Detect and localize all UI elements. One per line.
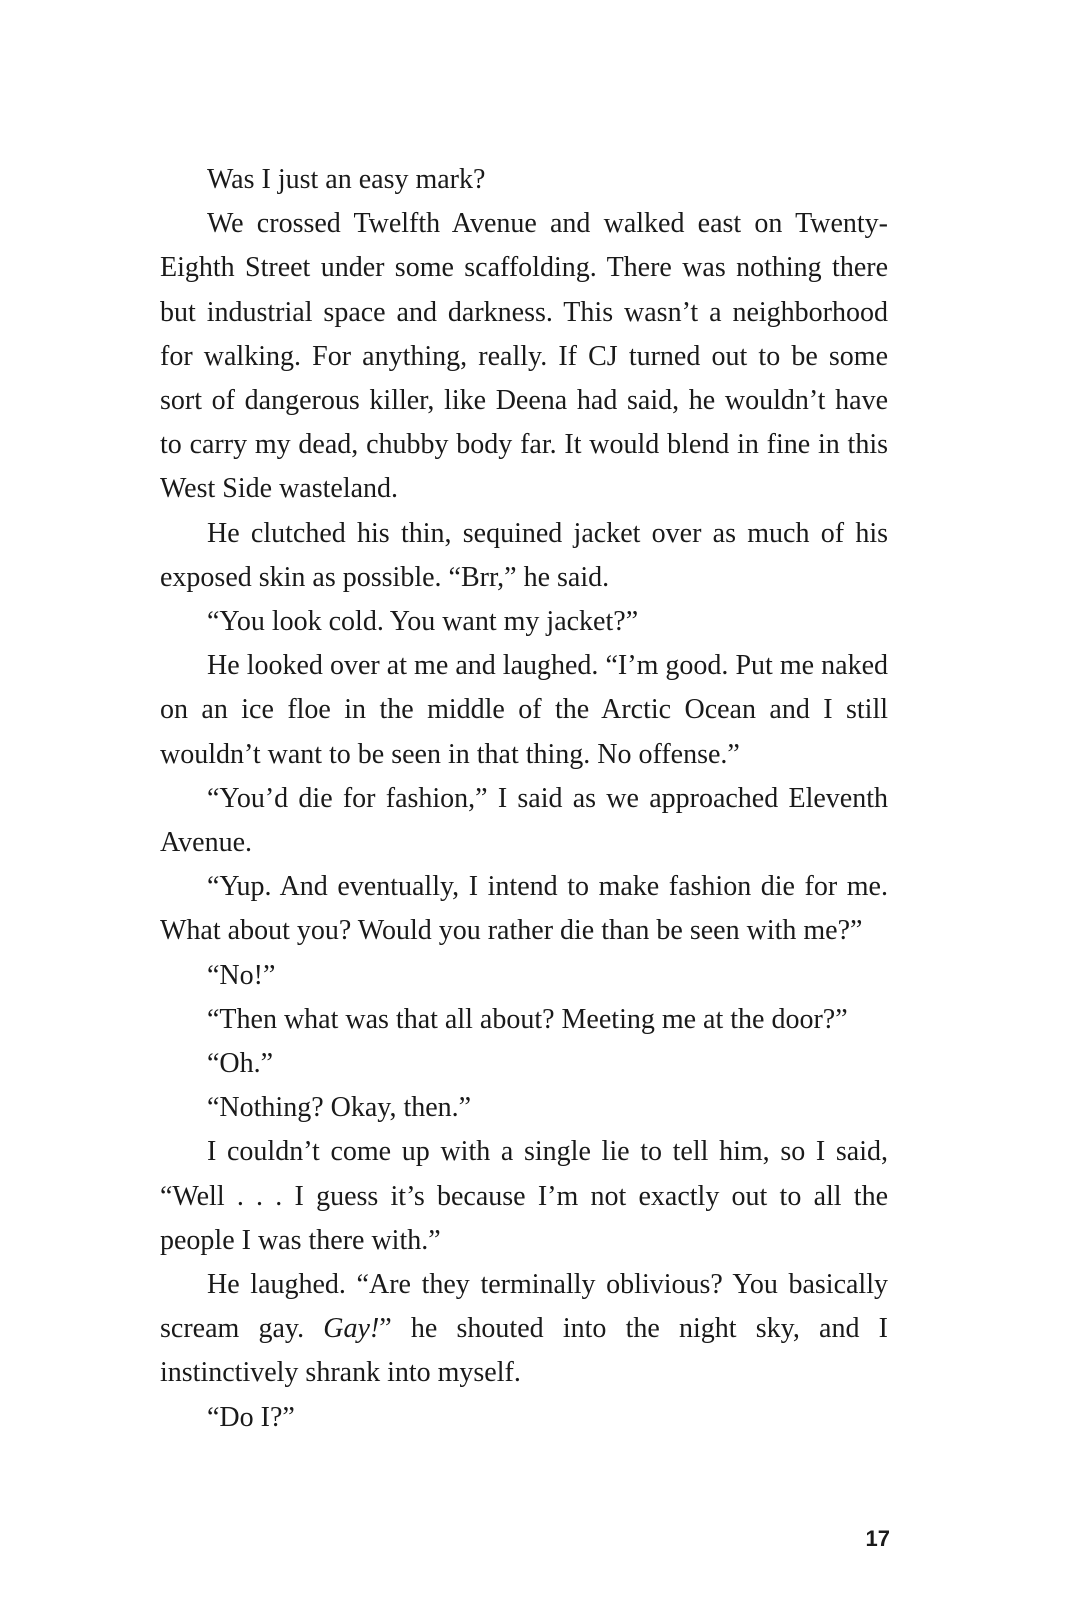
paragraph: “Then what was that all about? Meeting me at the door?” [207, 1003, 848, 1035]
paragraph-with-emphasis [160, 1263, 888, 1396]
paragraph: “Yup. And eventually, I intend to make fashion die for me. What about you? Would you rather die than be seen with me?” [160, 871, 888, 947]
paragraph: I couldn’t come up with a single lie to tell him, so I said, “Well . . . I guess it’s because I’m not exactly out to all the people I was there with.” [160, 1136, 888, 1256]
paragraph-text: He laughed. “Are they terminally oblivious? You basically scream gay. [160, 1269, 888, 1345]
paragraph: He looked over at me and laughed. “I’m good. Put me naked on an ice floe in the middle of the Arctic Ocean and I still wouldn’t want to be seen in that thing. No offense.” [160, 650, 888, 770]
paragraph: Was I just an easy mark? [207, 164, 486, 195]
paragraph: “Nothing? Okay, then.” [207, 1092, 472, 1124]
paragraph-text: ” he shouted into the night sky, and I instinctively shrank into myself. [160, 1313, 888, 1389]
paragraph: “You look cold. You want my jacket?” [207, 606, 639, 638]
paragraph: “Do I?” [207, 1401, 295, 1433]
page-number: 17 [865, 1526, 890, 1551]
paragraph: We crossed Twelfth Avenue and walked east on Twenty-Eighth Street under some scaffolding. There was nothing there but industrial space and darkness. This wasn’t a neighborhood for walking. For anything, really. If CJ turned out to be some sort of dangerous killer, like Deena had said, he wouldn’t have to carry my dead, chubby body far. It would blend in fine in this West Side wasteland. [160, 208, 888, 505]
paragraph: “No!” [207, 959, 276, 991]
paragraph: “You’d die for fashion,” I said as we approached Eleventh Avenue. [160, 782, 888, 859]
paragraph: He clutched his thin, sequined jacket over as much of his exposed skin as possible. “Brr,” he said. [160, 517, 888, 593]
body-text [160, 158, 888, 1440]
paragraph: “Oh.” [207, 1048, 274, 1080]
emphasized-word: Gay! [323, 1313, 380, 1345]
